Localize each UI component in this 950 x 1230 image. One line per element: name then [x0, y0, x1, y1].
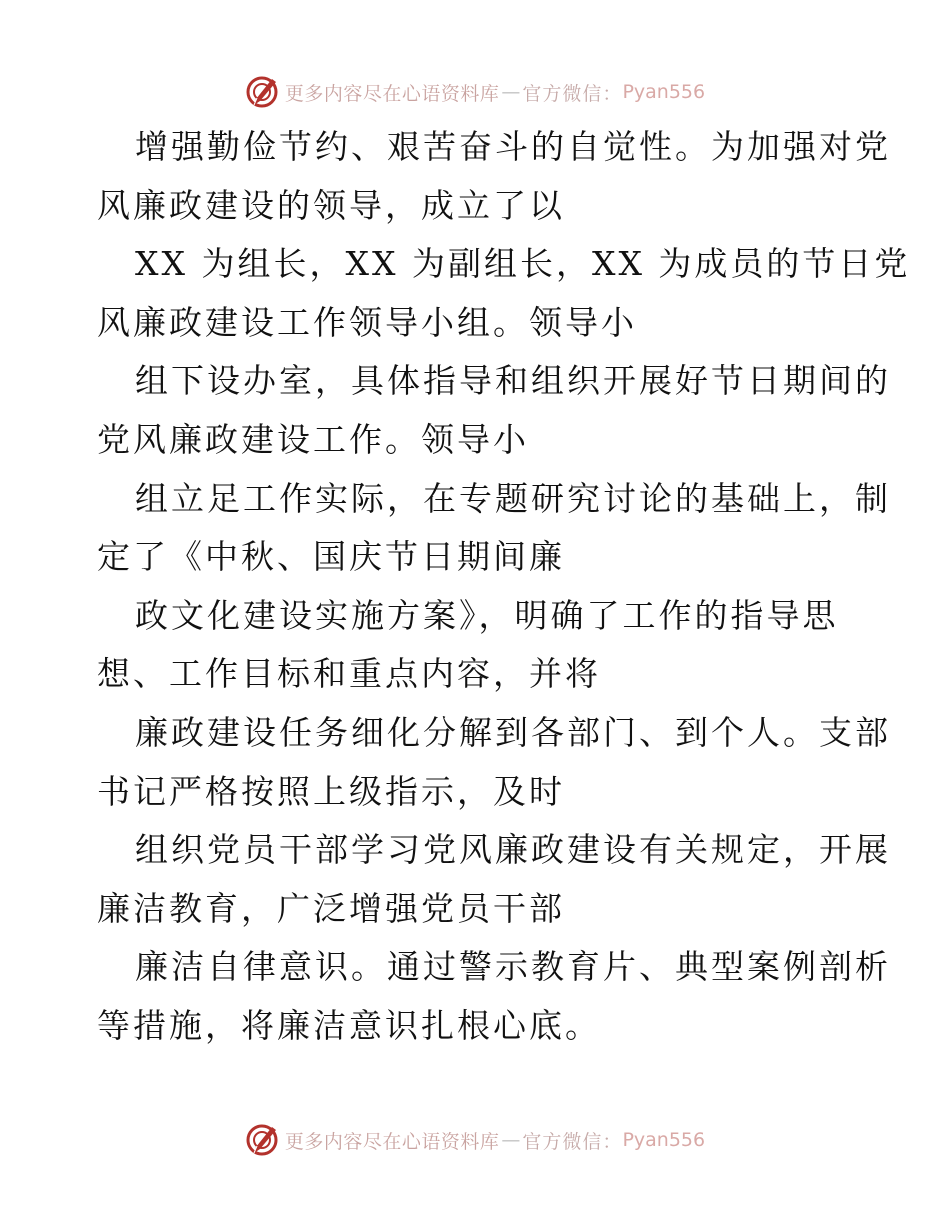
header-wechat-label: 官方微信：: [522, 82, 623, 105]
footer-brand-text: 更多内容尽在心语资料库: [284, 1130, 500, 1153]
body-line-14: 廉洁教育，广泛增强党员干部: [97, 888, 565, 928]
body-line-12: 书记严格按照上级指示，及时: [97, 771, 565, 811]
body-line-5: 组下设办室，具体指导和组织开展好节日期间的: [135, 361, 891, 401]
body-line-1: 增强勤俭节约、艰苦奋斗的自觉性。为加强对党: [135, 127, 891, 166]
quill-logo-icon: [245, 1123, 279, 1157]
footer-wechat-label: 官方微信：: [522, 1130, 623, 1153]
body-line-11: 廉政建设任务细化分解到各部门、到个人。支部: [135, 712, 891, 752]
header-brand-text: 更多内容尽在心语资料库: [284, 82, 500, 105]
footer-separator: —: [501, 1129, 521, 1151]
body-line-13: 组织党员干部学习党风廉政建设有关规定，开展: [135, 830, 891, 870]
body-line-16: 等措施，将廉洁意识扎根心底。: [97, 1005, 601, 1045]
body-line-7: 组立足工作实际，在专题研究讨论的基础上，制: [135, 478, 891, 518]
footer-watermark: [0, 1120, 950, 1160]
header-separator: —: [501, 81, 521, 103]
body-line-8: 定了《中秋、国庆节日期间廉: [97, 537, 565, 577]
body-line-6: 党风廉政建设工作。领导小: [97, 419, 529, 459]
footer-wechat-id: Pyan556: [622, 1129, 706, 1151]
body-line-9: 政文化建设实施方案》，明确了工作的指导思: [135, 595, 839, 635]
quill-logo-icon: [245, 75, 279, 109]
document-body: [97, 118, 911, 1056]
body-line-3: XX 为组长，XX 为副组长，XX 为成员的节日党: [135, 244, 911, 284]
header-wechat-id: Pyan556: [622, 81, 706, 103]
header-watermark: [0, 72, 950, 112]
body-line-4: 风廉政建设工作领导小组。领导小: [97, 302, 637, 342]
body-line-15: 廉洁自律意识。通过警示教育片、典型案例剖析: [135, 947, 891, 987]
body-line-10: 想、工作目标和重点内容，并将: [97, 654, 601, 694]
body-line-2: 风廉政建设的领导，成立了以: [97, 185, 565, 225]
